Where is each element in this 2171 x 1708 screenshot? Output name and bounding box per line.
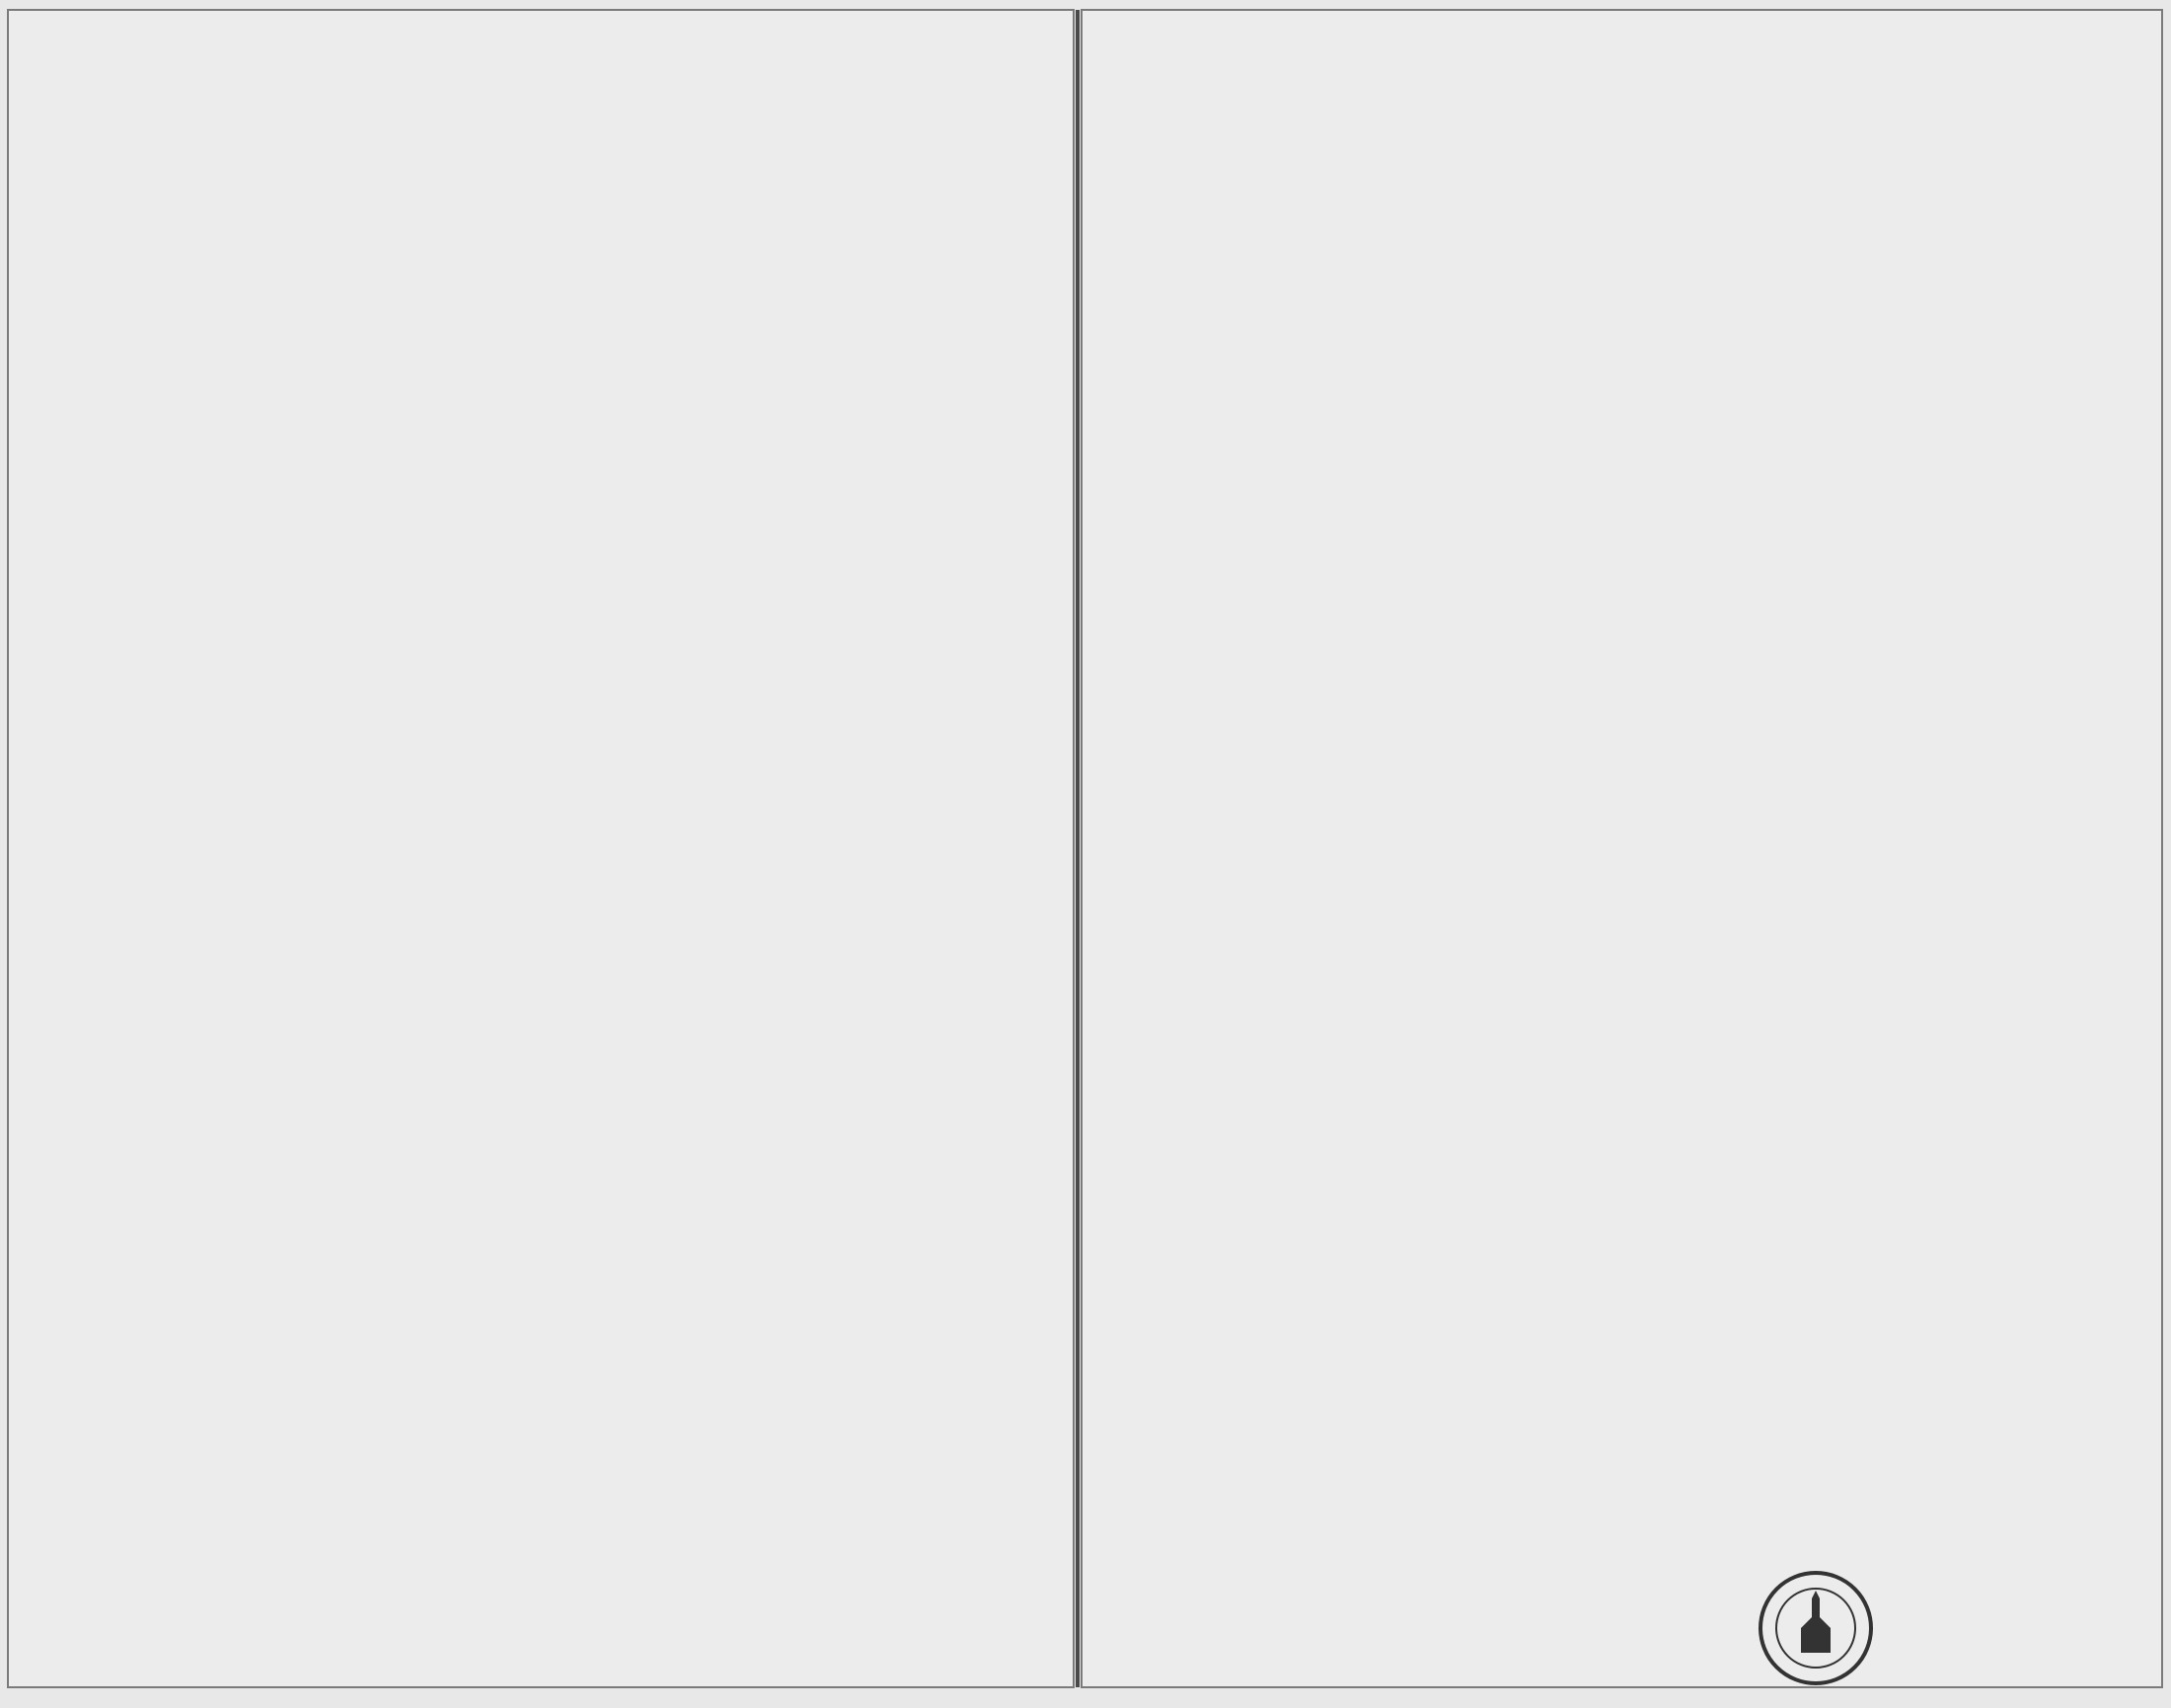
diocese-stamp [1757, 1569, 1875, 1687]
church-icon [1801, 1591, 1831, 1653]
